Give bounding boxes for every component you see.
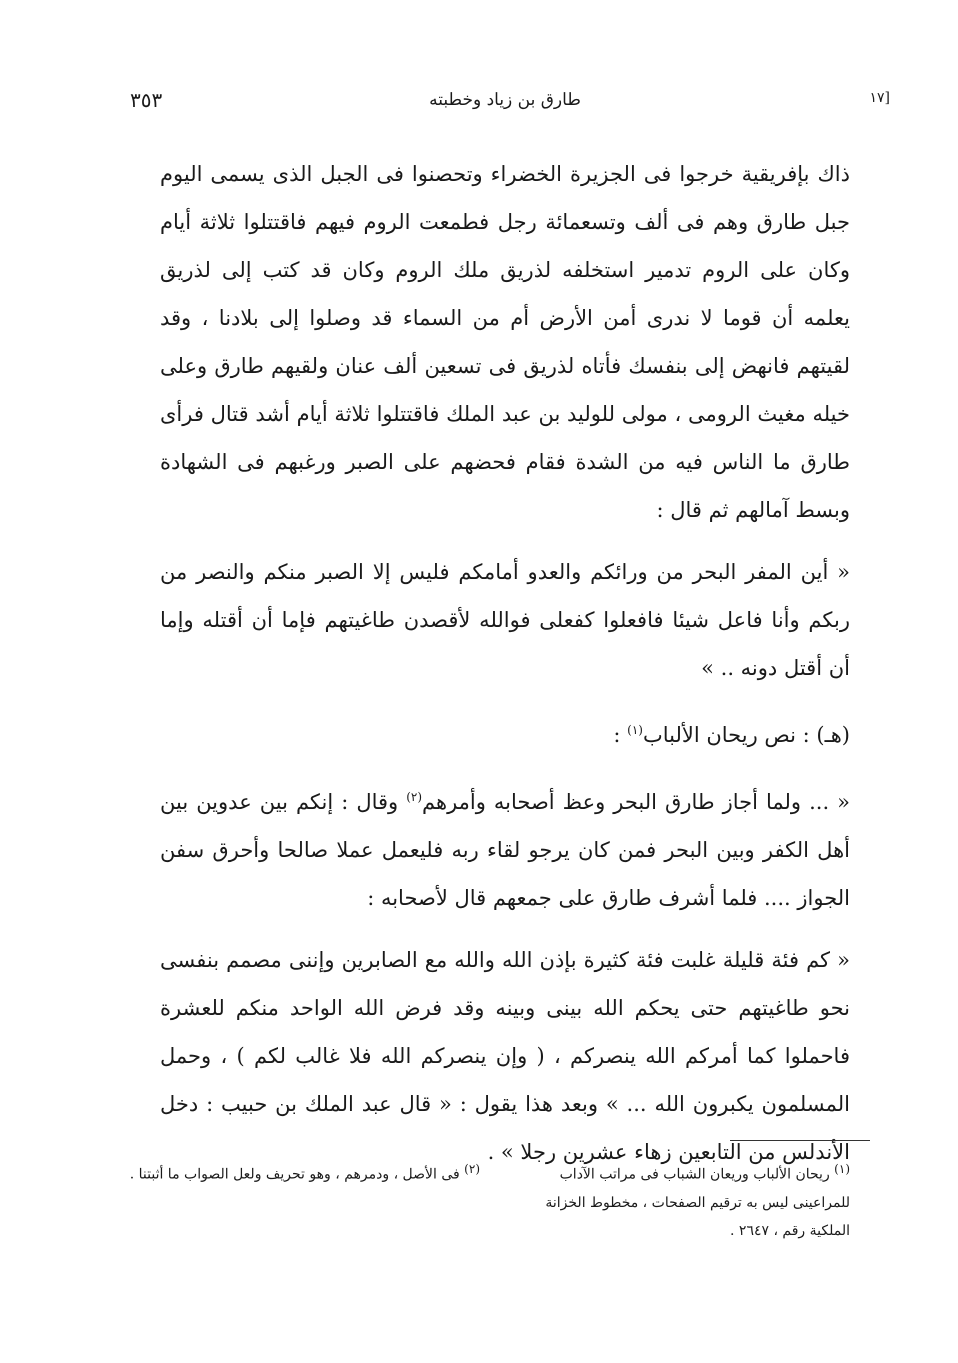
footnote-1-text: ريحان الألباب وريعان الشباب فى مراتب الآداب للمراعينى ليس به ترقيم الصفحات ، مخطوط الخزانة الملكية رقم ، ٢٦٤٧ . — [545, 1166, 850, 1239]
footnote-2-text: فى الأصل ، ودمرهم ، وهو تحريف ولعل الصواب ما أثبتنا . — [129, 1166, 460, 1183]
footnote-2 — [120, 1155, 480, 1189]
paragraph-rayhan-intro-a: « ... ولما أجاز طارق البحر وعظ أصحابه وأمرهم — [422, 790, 850, 814]
paragraph-rayhan-intro-b: وقال : إنكم بين عدوين بين أهل الكفر وبين البحر فمن كان يرجو لقاء ربه فليعمل عملا صالحا وأحرق سفن الجواز .... فلما أشرف طارق على جمعهم قال لأصحابه : — [160, 790, 850, 910]
paragraph-narrative: ذاك بإفريقية خرجوا فى الجزيرة الخضراء وتحصنوا فى الجبل الذى يسمى اليوم جبل طارق وهم فى ألف وتسعمائة رجل فطمعت الروم فيهم فاقتتلوا ثلاثة أيام وكان على الروم تدمير استخلفه لذريق ملك الروم وكان قد كتب إلى لذريق يعلمه أن قوما لا ندرى أمن الأرض أم من السماء قد وصلوا إلى بلادنا ، وقد لقيتهم فانهض إلى بنفسك فأتاه لذريق فى تسعين ألف عنان ولقيهم طارق وعلى خيله مغيث الرومى ، مولى للوليد بن عبد الملك فاقتتلوا ثلاثة أيام أشد قتال فرأى طارق ما الناس فيه من الشدة فقام فحضهم على الصبر ورغبهم فى الشهادة وبسط آمالهم ثم قال : — [160, 162, 850, 522]
page-header — [120, 88, 890, 118]
section-heading-text: (هـ) : نص ريحان الألباب — [642, 723, 850, 747]
footnote-ref-2: (٢) — [406, 790, 423, 804]
footnote-1 — [510, 1155, 850, 1245]
main-text — [160, 150, 850, 1176]
paragraph-quote-speech: « أين المفر البحر من ورائكم والعدو أمامكم فليس إلا الصبر منكم والنصر من ربكم وأنا فاعل شيئا فافعلوا كفعلى فوالله لأقصدن طاغيتهم فإما أن أقتله وإما أن أقتل دونه .. » — [160, 560, 850, 680]
page-mark: [١٧ — [869, 90, 890, 106]
page-number: ٣٥٣ — [130, 88, 163, 112]
running-title: طارق بن زياد وخطبته — [429, 90, 581, 110]
section-heading-tail: : — [613, 723, 628, 747]
section-heading — [160, 706, 850, 759]
footnote-ref-1: (١) — [627, 723, 643, 737]
paragraph-rayhan-intro — [160, 773, 850, 922]
footnote-1-marker: (١) — [834, 1162, 850, 1176]
footnote-divider — [730, 1140, 870, 1141]
paragraph-quote-speech-2: « كم فئة قليلة غلبت فئة كثيرة بإذن الله والله مع الصابرين وإننى مصمم بنفسى نحو طاغيتهم حتى يحكم الله بينى وبينه وقد فرض الله الواحد منكم للعشرة فاحملوا كما أمركم الله ينصركم ، ( وإن ينصركم الله فلا غالب لكم ) ، وحمل المسلمون يكبرون الله ... » وبعد هذا يقول : « قال عبد الملك بن حبيب : دخل الأندلس من التابعين زهاء عشرين رجلا » . — [160, 948, 850, 1164]
footnote-2-marker: (٢) — [464, 1162, 480, 1176]
